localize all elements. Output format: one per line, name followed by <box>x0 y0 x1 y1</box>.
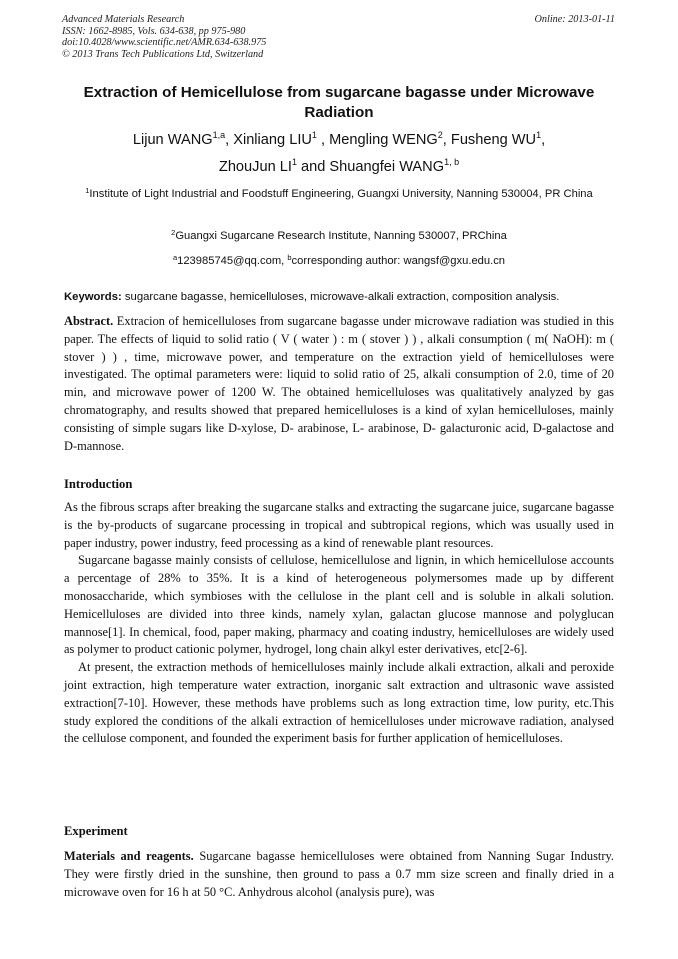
introduction-heading: Introduction <box>64 477 133 491</box>
author-sep: , <box>541 132 546 148</box>
keywords-text: sugarcane bagasse, hemicelluloses, microwave-alkali extraction, composition analysis. <box>121 291 560 303</box>
email-sup: b <box>287 253 292 262</box>
author-name: , Mengling WENG <box>316 132 438 148</box>
email-a: 123985745@qq.com, <box>177 255 288 267</box>
author-name: and Shuangfei WANG <box>296 159 445 175</box>
author-line-1 <box>40 127 638 154</box>
materials-text: Sugarcane bagasse hemicelluloses were obtained from Nanning Sugar Industry. They were firstly dried in the sunshine, then ground to pass a 0.7 mm size screen and finally dried in a microwave oven for 16 h at 50 °C. Anhydrous alcohol (analysis pure), was <box>64 849 614 899</box>
abstract-label: Abstract. <box>64 314 114 328</box>
author-sup: 1 <box>536 130 542 140</box>
abstract-paragraph <box>64 313 614 455</box>
email-line <box>64 252 614 270</box>
affiliation-1 <box>64 185 614 203</box>
doi-line: doi:10.4028/www.scientific.net/AMR.634-638.975 <box>62 37 267 49</box>
abstract-text: Extracion of hemicelluloses from sugarcane bagasse under microwave radiation was studied in this paper. The effects of liquid to solid ratio ( V ( water ) : m ( stover ) ) , alkali consumption ( m( NaOH): m ( stover ) ) , time, microwave power, and temperature on the extraction yield of hemicelluloses were investigated. The optimal parameters were: liquid to solid ratio of 25, alkali consumption of 2.0, time of 20 min, and microwave power of 1200 W. The obtained hemicelluloses was qualitatively analyzed by gas chromatography, and results showed that prepared hemicelluloses is a kind of xylan hemicelluloses, mainly consisting of simple sugars like D-xylose, D- arabinose, L- arabinose, D- galacturonic acid, D-galactose and D-mannose. <box>64 314 614 453</box>
affiliation-sup: 1 <box>85 186 90 195</box>
introduction-body <box>64 499 614 748</box>
abstract <box>64 313 614 455</box>
author-line-2 <box>40 154 638 181</box>
keywords <box>64 289 624 305</box>
keywords-label: Keywords: <box>64 291 122 303</box>
experiment-heading: Experiment <box>64 824 128 838</box>
author-name: ZhouJun LI <box>218 159 292 175</box>
paper-title: Extraction of Hemicellulose from sugarcane bagasse under Microwave Radiation <box>83 84 595 121</box>
email-sup: a <box>172 253 178 262</box>
experiment-paragraph <box>64 848 614 901</box>
author-name: , Xinliang LIU <box>225 132 312 148</box>
intro-paragraph-2: Sugarcane bagasse mainly consists of cellulose, hemicellulose and lignin, in which hemicellulose accounts a percentage of 28% to 35%. It is a kind of heterogeneous polymersomes made up by different monosaccharide, which symbioses with the cellulose in the plant cell and is soluble in alkali solution. Hemicelluloses are divided into three kinds, namely xylan, galactan glucose mannose and polyglucan mannose[1]. In chemical, food, paper making, pharmacy and coating industry, hemicelluloses are widely used as polymer to product cationic polymer, hydrogel, long chain alkyl ester derivatives, etc[2-6]. <box>64 553 614 657</box>
journal-header <box>62 14 266 60</box>
author-sup: 1 <box>311 130 317 140</box>
affiliation-2 <box>64 227 614 245</box>
author-list <box>40 127 638 181</box>
author-sup: 2 <box>437 130 443 140</box>
author-sup: 1 <box>291 157 297 167</box>
intro-paragraph-3: At present, the extraction methods of hemicelluloses mainly include alkali extraction, alkali and peroxide joint extraction, high temperature water extraction, inorganic salt extraction and ultrasonic wave assisted extraction[7-10]. However, these methods have problems such as long extraction time, low purity, etc.This study explored the conditions of the alkali extraction of hemicelluloses under microwave radiation, analysed the cellulose component, and founded the experiment basis for further application of hemicelluloses. <box>64 660 614 746</box>
issn-line: ISSN: 1662-8985, Vols. 634-638, pp 975-980 <box>62 25 246 37</box>
author-sup: 1,a <box>212 130 226 140</box>
copyright-line: © 2013 Trans Tech Publications Ltd, Switzerland <box>62 48 264 60</box>
author-name: Lijun WANG <box>132 132 213 148</box>
affiliation-text: Institute of Light Industrial and Foodstuff Engineering, Guangxi University, Nanning 530004, PR China <box>89 188 593 200</box>
experiment-body <box>64 848 614 901</box>
author-sup: 1, b <box>444 157 460 167</box>
journal-name: Advanced Materials Research <box>62 14 185 25</box>
affiliation-text: Guangxi Sugarcane Research Institute, Nanning 530007, PRChina <box>175 230 507 242</box>
online-date: Online: 2013-01-11 <box>534 14 615 25</box>
affiliation-sup: 2 <box>171 228 176 237</box>
intro-paragraph-1: As the fibrous scraps after breaking the sugarcane stalks and extracting the sugarcane juice, sugarcane bagasse is the by-products of sugarcane processing in tropical and subtropical regions, which was usually used in paper industry, power industry, feed processing as a kind of renewable plant resources. <box>64 500 614 550</box>
email-b: corresponding author: wangsf@gxu.edu.cn <box>291 255 506 267</box>
materials-label: Materials and reagents. <box>64 849 194 863</box>
author-name: , Fusheng WU <box>442 132 537 148</box>
